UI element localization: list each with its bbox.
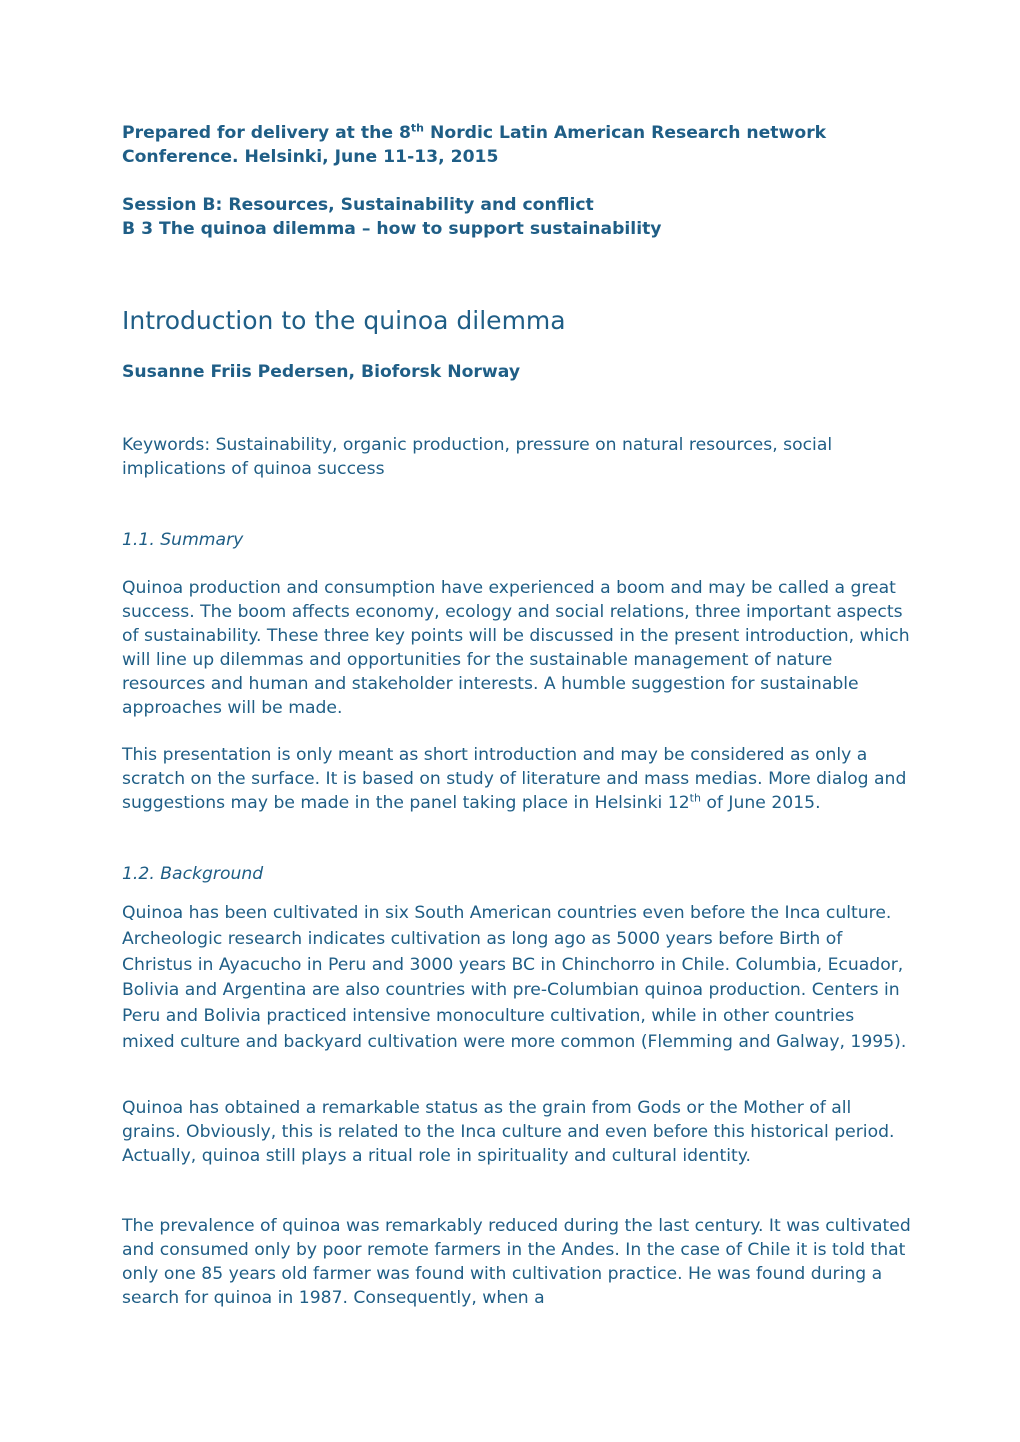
summary-p2-prefix: This presentation is only meant as short introduction and may be considered as only a scratch on the surface. It is based on study of literature and mass medias. More dialog and suggestions may be made in the panel taking place in Helsinki 12 xyxy=(122,745,907,813)
summary-paragraph-2 xyxy=(122,743,912,815)
prepared-suffix: Nordic Latin American Research network Conference. Helsinki, June 11-13, 2015 xyxy=(122,123,827,167)
summary-paragraph-1: Quinoa production and consumption have experienced a boom and may be called a great success. The boom affects economy, ecology and social relations, three important aspects of sustainability. These three key points will be discussed in the present introduction, which will line up dilemmas and opportunities for the sustainable management of nature resources and human and stakeholder interests. A humble suggestion for sustainable approaches will be made. xyxy=(122,578,910,718)
prepared-superscript: th xyxy=(410,121,425,135)
prepared-prefix: Prepared for delivery at the 8 xyxy=(122,123,411,143)
session-subtitle: B 3 The quinoa dilemma – how to support sustainability xyxy=(122,219,662,239)
keywords: Keywords: Sustainability, organic production, pressure on natural resources, social implications of quinoa success xyxy=(122,435,833,479)
author-line: Susanne Friis Pedersen, Bioforsk Norway xyxy=(122,362,521,382)
session-line: Session B: Resources, Sustainability and conflict xyxy=(122,195,594,215)
background-heading: 1.2. Background xyxy=(122,864,264,884)
summary-p2-superscript: th xyxy=(689,791,701,805)
background-paragraph-1: Quinoa has been cultivated in six South American countries even before the Inca culture. Archeologic research indicates cultivation as long ago as 5000 years before Birth of Christus in Ayacucho in Peru and 3000 years BC in Chinchorro in Chile. Columbia, Ecuador, Bolivia and Argentina are also countries with pre-Columbian quinoa production. Centers in Peru and Bolivia practiced intensive monoculture cultivation, while in other countries mixed culture and backyard cultivation were more common (Flemming and Galway, 1995). xyxy=(122,903,907,1052)
session-info xyxy=(122,193,912,241)
document-title: Introduction to the quinoa dilemma xyxy=(122,306,566,335)
background-paragraph-3: The prevalence of quinoa was remarkably reduced during the last century. It was cultivated and consumed only by poor remote farmers in the Andes. In the case of Chile it is told that only one 85 years old farmer was found with cultivation practice. He was found during a search for quinoa in 1987. Consequently, when a xyxy=(122,1216,911,1308)
summary-heading: 1.1. Summary xyxy=(122,530,244,550)
prepared-for-delivery xyxy=(122,121,912,169)
background-paragraph-2: Quinoa has obtained a remarkable status as the grain from Gods or the Mother of all grains. Obviously, this is related to the Inca culture and even before this historical period. Actually, quinoa still plays a ritual role in spirituality and cultural identity. xyxy=(122,1098,895,1166)
summary-p2-suffix: of June 2015. xyxy=(700,793,821,813)
